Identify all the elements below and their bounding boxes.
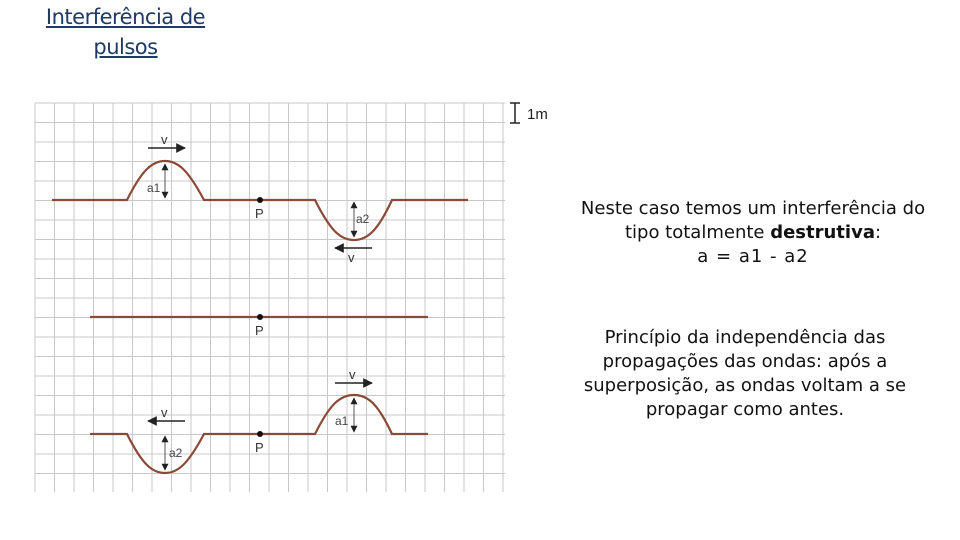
amplitude-2-label: a2 xyxy=(169,446,183,460)
point-p-marker xyxy=(257,197,263,203)
title-line-2: pulsos xyxy=(93,35,158,59)
point-p-label: P xyxy=(255,440,264,455)
scale-bar xyxy=(510,103,548,123)
title-line-1: Interferência de xyxy=(45,5,206,29)
velocity-label: v xyxy=(348,250,355,265)
velocity-label: v xyxy=(161,405,168,420)
point-p-marker xyxy=(257,314,263,320)
destructive-caption-text: Neste caso temos um interferência do tipo totalmente xyxy=(580,198,926,243)
scale-label: 1m xyxy=(527,106,548,123)
amplitude-1-label: a1 xyxy=(147,181,161,195)
amplitude-1-label: a1 xyxy=(335,414,349,428)
point-p-marker xyxy=(257,431,263,437)
point-p-label: P xyxy=(255,323,264,338)
independence-principle-caption: Princípio da independência das propagações das ondas: após a superposição, as ondas voltam a se propagar como antes. xyxy=(583,327,907,420)
point-p-label: P xyxy=(255,206,264,221)
amplitude-formula: a = a1 - a2 xyxy=(697,246,809,267)
velocity-label: v xyxy=(349,367,356,382)
destructive-caption-colon: : xyxy=(874,222,882,243)
amplitude-2-label: a2 xyxy=(356,212,370,226)
destructive-interference-caption xyxy=(568,197,938,269)
pulse-interference-diagram xyxy=(30,95,560,495)
velocity-label: v xyxy=(161,132,168,147)
destructive-keyword: destrutiva xyxy=(770,222,875,243)
slide-title xyxy=(38,2,213,62)
